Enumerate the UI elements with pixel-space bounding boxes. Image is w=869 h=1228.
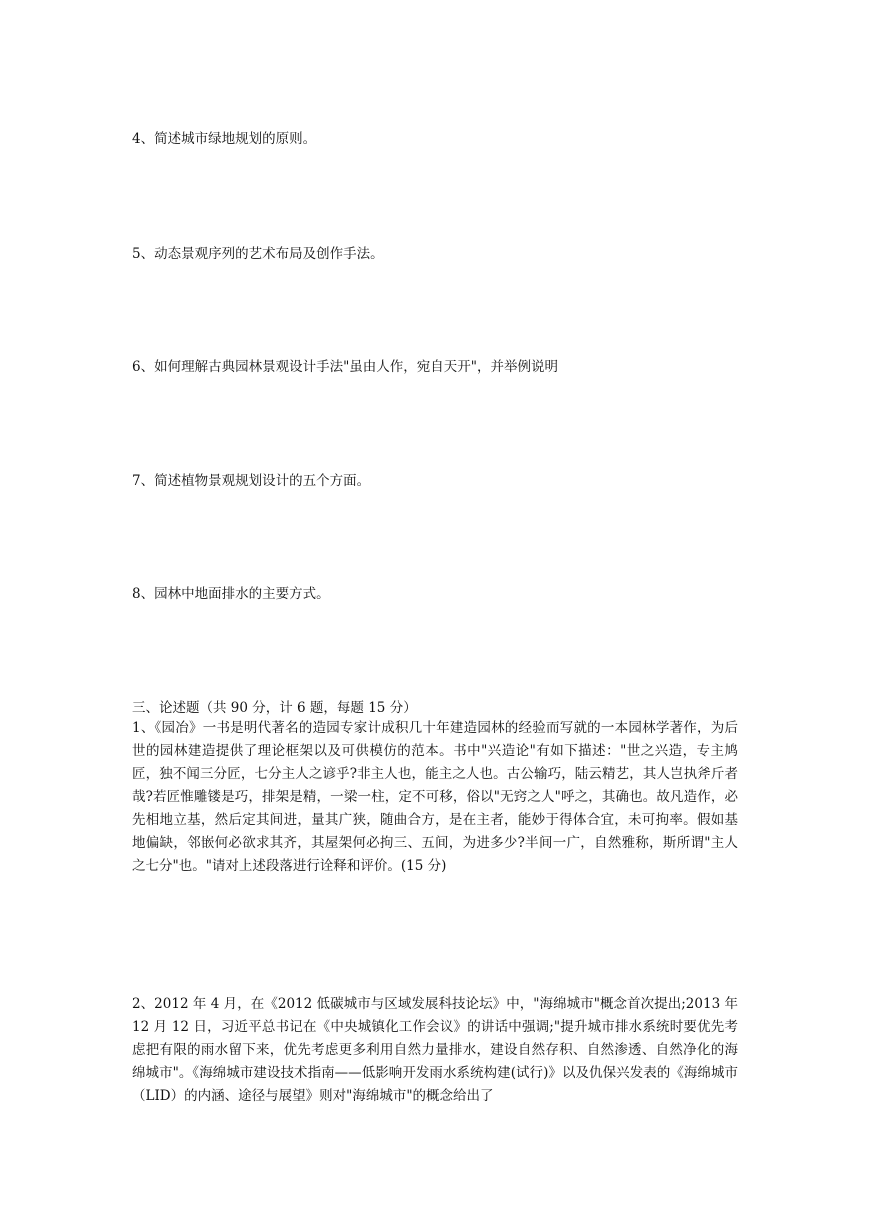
- question-6: 6、如何理解古典园林景观设计手法"虽由人作，宛自天开"，并举例说明: [132, 359, 559, 375]
- essay-question-1-text: 1、《园冶》一书是明代著名的造园专家计成积几十年建造园林的经验而写就的一本园林学著作，为后世的园林建造提供了理论框架以及可供模仿的范本。书中"兴造论"有如下描述："世之兴造，专主鸠匠，独不闻三分匠，七分主人之谚乎?非主人也，能主之人也。古公输巧，陆云精艺，其人岂执斧斤者哉?若匠惟雕镂是巧，排架是精，一梁一柱，定不可移，俗以"无窍之人"呼之，其确也。故凡造作，必先相地立基，然后定其间进，量其广狭，随曲合方，是在主者，能妙于得体合宜，未可拘率。假如基地偏缺，邻嵌何必欲求其齐，其屋架何必拘三、五间，为进多少?半间一广，自然雅称，斯所谓"主人之七分"也。"请对上述段落进行诠释和评价。(15 分): [132, 720, 738, 874]
- essay-question-2: [132, 993, 738, 1108]
- question-8: 8、园林中地面排水的主要方式。: [132, 586, 330, 602]
- question-4: 4、简述城市绿地规划的原则。: [132, 131, 317, 147]
- section-heading: 三、论述题（共 90 分，计 6 题，每题 15 分）: [132, 700, 417, 716]
- question-5: 5、动态景观序列的艺术布局及创作手法。: [132, 246, 384, 262]
- essay-question-1: [132, 717, 738, 878]
- essay-question-2-text: 2、2012 年 4 月，在《2012 低碳城市与区域发展科技论坛》中，"海绵城市"概念首次提出;2013 年 12 月 12 日，习近平总书记在《中央城镇化工作会议》的讲话中强调;"提升城市排水系统时要优先考虑把有限的雨水留下来，优先考虑更多利用自然力量排水，建设自然存积、自然渗透、自然净化的海绵城市"。《海绵城市建设技术指南——低影响开发雨水系统构建(试行)》以及仇保兴发表的《海绵城市（LID）的内涵、途径与展望》则对"海绵城市"的概念给出了: [132, 996, 738, 1104]
- question-7: 7、简述植物景观规划设计的五个方面。: [132, 473, 371, 489]
